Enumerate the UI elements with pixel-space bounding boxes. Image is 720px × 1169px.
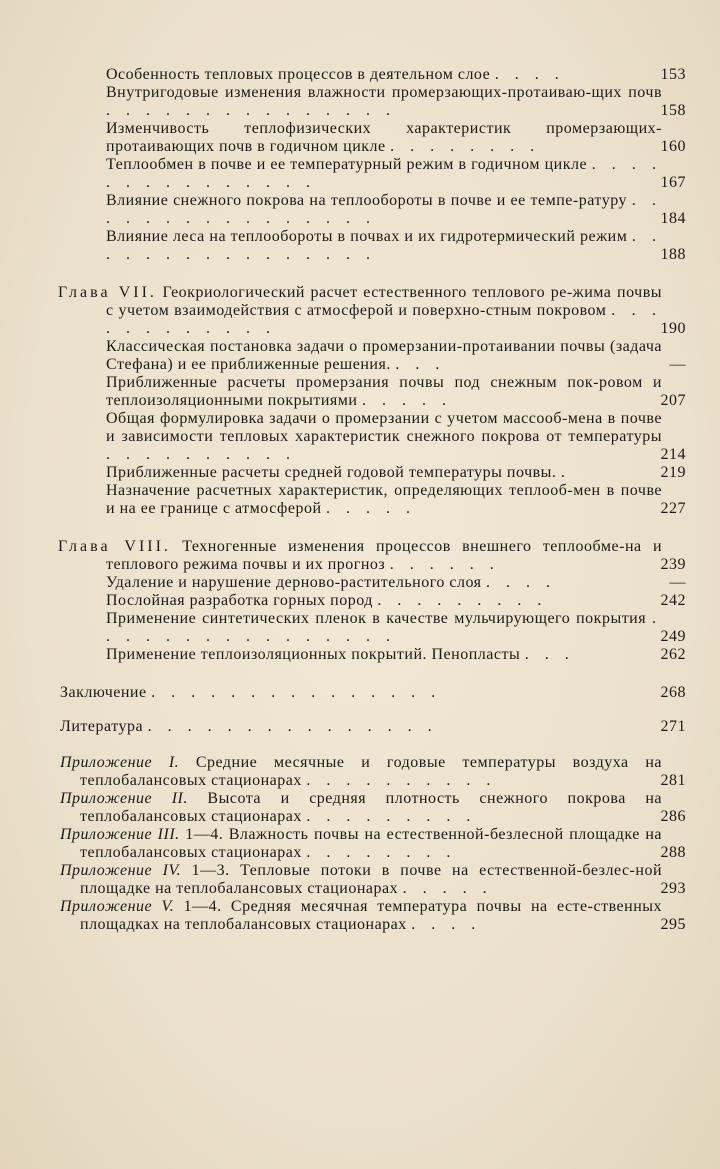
entry-text: Средние месячные и годовые температуры воздуха на теплобалансовых стационарах [80,754,663,789]
entry-text: Послойная разработка горных пород [106,592,373,609]
entry-title [60,790,720,826]
section-gap [0,664,720,684]
dot-leader: . . . . [486,574,557,591]
dot-leader: . . . . . . . . . . . . . . . [106,156,663,191]
entry-label: Приложение IV. [60,862,182,879]
dot-leader: . . . . [411,916,482,933]
dot-leader: . . . . . [361,392,452,409]
entry-text: Общая формулировка задачи о промерзании с учетом массооб-мена в почве и зависимости тепловых характеристик снежного покрова от температуры [106,410,662,445]
table-of-contents [0,66,720,934]
entry-text: Применение теплоизоляционных покрытий. Пенопласты [106,646,521,663]
dot-leader: . . . . . . . . . . [106,446,296,463]
entry-text: Влияние леса на теплообороты в почвах и их гидротермический режим [106,228,628,245]
entry-text: 1—4. Средняя месячная температура почвы на есте-ственных площадках на теплобалансовых стационарах [80,898,663,933]
entry-text: Назначение расчетных характеристик, определяющих теплооб-мен в почве и на ее границе с атмосферой [106,482,662,517]
dot-leader: . . . . . . . . . . . . . . . [147,718,438,735]
entry-text: Заключение [60,684,147,701]
entry-label: Приложение V. [60,898,175,915]
dot-leader: . . . . . . . . [390,138,541,155]
toc-appendix [0,862,720,898]
dot-leader: . . . . . . [389,556,500,573]
entry-text: Внутригодовые изменения влажности промерзающих-протаиваю-щих почв [106,84,662,101]
entry-text: Особенность тепловых процессов в деятельном слое [106,66,491,83]
entry-text: Приближенные расчеты средней годовой температуры почвы. [106,464,557,481]
entry-title [60,718,720,736]
page-number: 207 [660,392,686,409]
page-number: 184 [660,210,686,227]
page-number: 167 [660,174,686,191]
entry-title [106,574,720,592]
page-number: 239 [660,556,686,573]
page-number: 293 [660,880,686,897]
toc-appendix [0,790,720,826]
entry-title [58,538,720,574]
toc-appendix [0,898,720,934]
page-number: 190 [660,320,686,337]
toc-entry [0,192,720,228]
page-number: 158 [660,102,686,119]
toc-chapter [0,284,720,338]
toc-entry [0,592,720,610]
page-number: 219 [660,464,686,481]
page-number: 286 [660,808,686,825]
dot-leader: . . . . . . . . [306,844,457,861]
dot-leader: . . . [395,356,446,373]
entry-title [106,228,720,264]
entry-title [60,826,720,862]
entry-text: Теплообмен в почве и ее температурный режим в годичном цикле [106,156,588,173]
page-number: 262 [660,646,686,663]
section-gap [0,702,720,718]
entry-title [106,592,720,610]
dot-leader: . . . . . . . . . . [306,772,497,789]
dot-leader: . . . . . [326,500,417,517]
dot-leader: . . . . . . . . . . . . . . . [106,102,396,119]
entry-title [106,374,720,410]
toc-entry [0,482,720,518]
section-gap [0,264,720,284]
entry-title [106,410,720,464]
toc-appendix [0,826,720,862]
dot-leader: . . . . . . . . . . . . . . . . [106,192,663,227]
page-number: 268 [660,684,686,701]
page-number: 242 [660,592,686,609]
toc-entry [0,84,720,120]
toc-entry [0,228,720,264]
dot-leader: . . . [524,646,575,663]
entry-title [106,482,720,518]
entry-text: Техногенные изменения процессов внешнего теплообме-на и теплового режима почвы и их прогноз [106,538,663,573]
dot-leader: . . . . . . . . . . . . . . . . [106,228,662,263]
entry-label: Приложение II. [60,790,188,807]
entry-title [60,862,720,898]
entry-text: Литература [60,718,144,735]
page-number: — [669,356,686,373]
entry-title [106,120,720,156]
page-number: 288 [660,844,686,861]
entry-title [60,754,720,790]
entry-title [106,192,720,228]
dot-leader: . . . . . . . . . . . . . . . . [106,610,663,645]
page-number: 153 [660,66,686,83]
entry-label: Глава VII. [58,284,157,301]
section-gap [0,518,720,538]
page-number: 295 [660,916,686,933]
entry-text: 1—3. Тепловые потоки в почве на естественной-безлес-ной площадке на теплобалансовых стационарах [80,862,663,897]
toc-chapter [0,538,720,574]
toc-entry [0,338,720,374]
toc-entry [0,66,720,84]
entry-text: Приближенные расчеты промерзания почвы под снежным пок-ровом и теплоизоляционными покрытиями [106,374,662,409]
page-number: 160 [660,138,686,155]
entry-title [106,66,720,84]
page-number: 188 [660,246,686,263]
dot-leader: . . . . . [402,880,493,897]
toc-entry [0,718,720,736]
dot-leader: . . . . . . . . . [377,592,548,609]
page-number: 214 [660,446,686,463]
entry-title [60,684,720,702]
entry-label: Приложение I. [60,754,180,771]
entry-title [58,284,720,338]
page-number: 227 [660,500,686,517]
page-number: 249 [660,628,686,645]
page-number: — [669,574,686,591]
entry-text: 1—4. Влажность почвы на естественной-безлесной площадке на теплобалансовых стационарах [80,826,663,861]
entry-text: Высота и средняя плотность снежного покрова на теплобалансовых стационарах [80,790,663,825]
entry-text: Изменчивость теплофизических характеристик промерзающих-протаивающих почв в годичном цикле [106,120,662,155]
page-number: 271 [660,718,686,735]
entry-title [106,646,720,664]
entry-title [106,156,720,192]
page-number: 281 [660,772,686,789]
entry-title [106,464,720,482]
entry-title [106,338,720,374]
toc-entry [0,374,720,410]
toc-appendix [0,754,720,790]
dot-leader: . [560,464,571,481]
toc-entry [0,646,720,664]
dot-leader: . . . . . . . . . . . . [106,302,663,337]
entry-text: Геокриологический расчет естественного теплового ре-жима почвы с учетом взаимодействия с атмосферой и поверхно-стным покровом [106,284,663,319]
toc-entry [0,410,720,464]
dot-leader: . . . . . . . . . . . . . . . [151,684,442,701]
toc-entry [0,574,720,592]
toc-entry [0,610,720,646]
entry-text: Влияние снежного покрова на теплообороты в почве и ее темпе-ратуру [106,192,627,209]
entry-title [60,898,720,934]
toc-entry [0,120,720,156]
section-gap [0,736,720,754]
entry-text: Классическая постановка задачи о промерзании-протаивании почвы (задача Стефана) и ее приближенные решения. [106,338,662,373]
entry-label: Глава VIII. [58,538,171,555]
toc-entry [0,156,720,192]
entry-text: Применение синтетических пленок в качестве мульчирующего покрытия [106,610,647,627]
entry-title [106,610,720,646]
entry-title [106,84,720,120]
toc-entry [0,684,720,702]
toc-entry [0,464,720,482]
entry-text: Удаление и нарушение дерново-растительного слоя [106,574,482,591]
entry-label: Приложение III. [60,826,180,843]
dot-leader: . . . . [494,66,565,83]
dot-leader: . . . . . . . . . [306,808,477,825]
